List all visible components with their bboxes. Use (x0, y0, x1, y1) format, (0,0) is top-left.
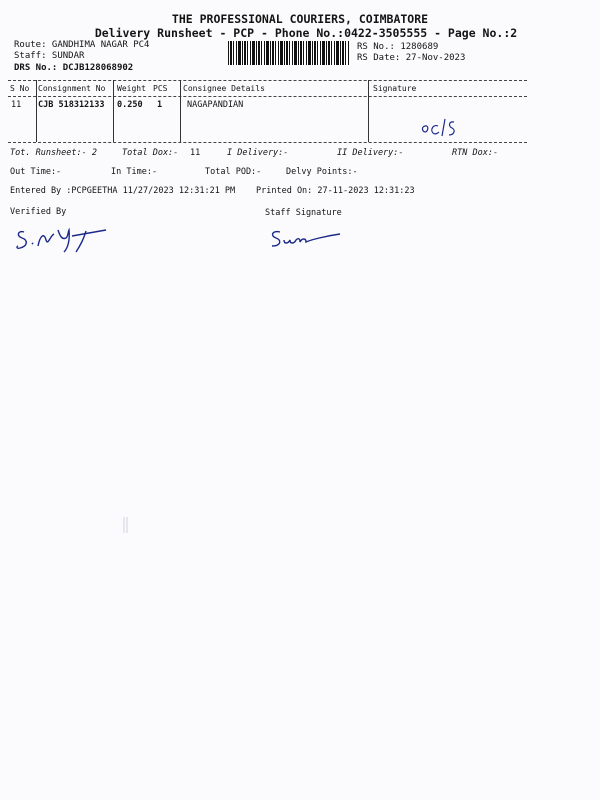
col-consignee: Consignee Details (183, 84, 265, 93)
barcode (228, 41, 349, 65)
row-weight: 0.250 (117, 100, 143, 110)
col-weight: Weight (117, 84, 146, 93)
runsheet-subtitle: Delivery Runsheet - PCP - Phone No.:0422-3505555 - Page No.:2 (94, 26, 518, 40)
ii-delivery: II Delivery:- (337, 148, 404, 158)
i-delivery: I Delivery:- (227, 148, 289, 158)
verified-by-label: Verified By (10, 207, 67, 217)
column-divider (180, 80, 181, 142)
verifier-signature (14, 222, 109, 258)
row-consignment: CJB 518312133 (38, 100, 105, 110)
row-sno: 11 (11, 100, 22, 110)
staff-signature (266, 226, 346, 252)
col-sno: S No (10, 84, 30, 93)
entered-by: Entered By :PCPGEETHA 11/27/2023 12:31:21 PM (10, 186, 236, 196)
faint-pen-mark (123, 515, 129, 535)
rs-number: RS No.: 1280689 (357, 42, 439, 52)
col-pcs: PCS (153, 84, 168, 93)
rs-date: RS Date: 27-Nov-2023 (357, 53, 466, 63)
printed-on: Printed On: 27-11-2023 12:31:23 (256, 186, 415, 196)
total-dox-value: 11 (190, 148, 201, 158)
in-time: In Time:- (111, 167, 158, 177)
out-time: Out Time:- (10, 167, 62, 177)
total-runsheet: Tot. Runsheet:- 2 (10, 148, 97, 158)
total-dox-label: Total Dox:- (122, 148, 179, 158)
rtn-dox: RTN Dox:- (452, 148, 499, 158)
route-label: Route: GANDHIMA NAGAR PC4 (14, 40, 150, 50)
staff-signature-label: Staff Signature (265, 208, 342, 218)
header-rule (8, 96, 527, 97)
column-divider (368, 80, 369, 142)
row-consignee: NAGAPANDIAN (187, 100, 244, 110)
delvy-points: Delvy Points:- (286, 167, 358, 177)
col-signature: Signature (373, 84, 417, 93)
column-divider (113, 80, 114, 142)
table-top-rule (8, 80, 527, 81)
total-pod: Total POD:- (205, 167, 262, 177)
staff-label: Staff: SUNDAR (14, 51, 85, 61)
row-pcs: 1 (157, 100, 163, 110)
col-consignment: Consignment No (38, 84, 106, 93)
table-bottom-rule (8, 142, 527, 143)
company-title: THE PROFESSIONAL COURIERS, COIMBATORE (171, 12, 429, 26)
drs-number: DRS No.: DCJB128068902 (14, 63, 134, 73)
column-divider (36, 80, 37, 142)
handwritten-signature (418, 116, 458, 140)
